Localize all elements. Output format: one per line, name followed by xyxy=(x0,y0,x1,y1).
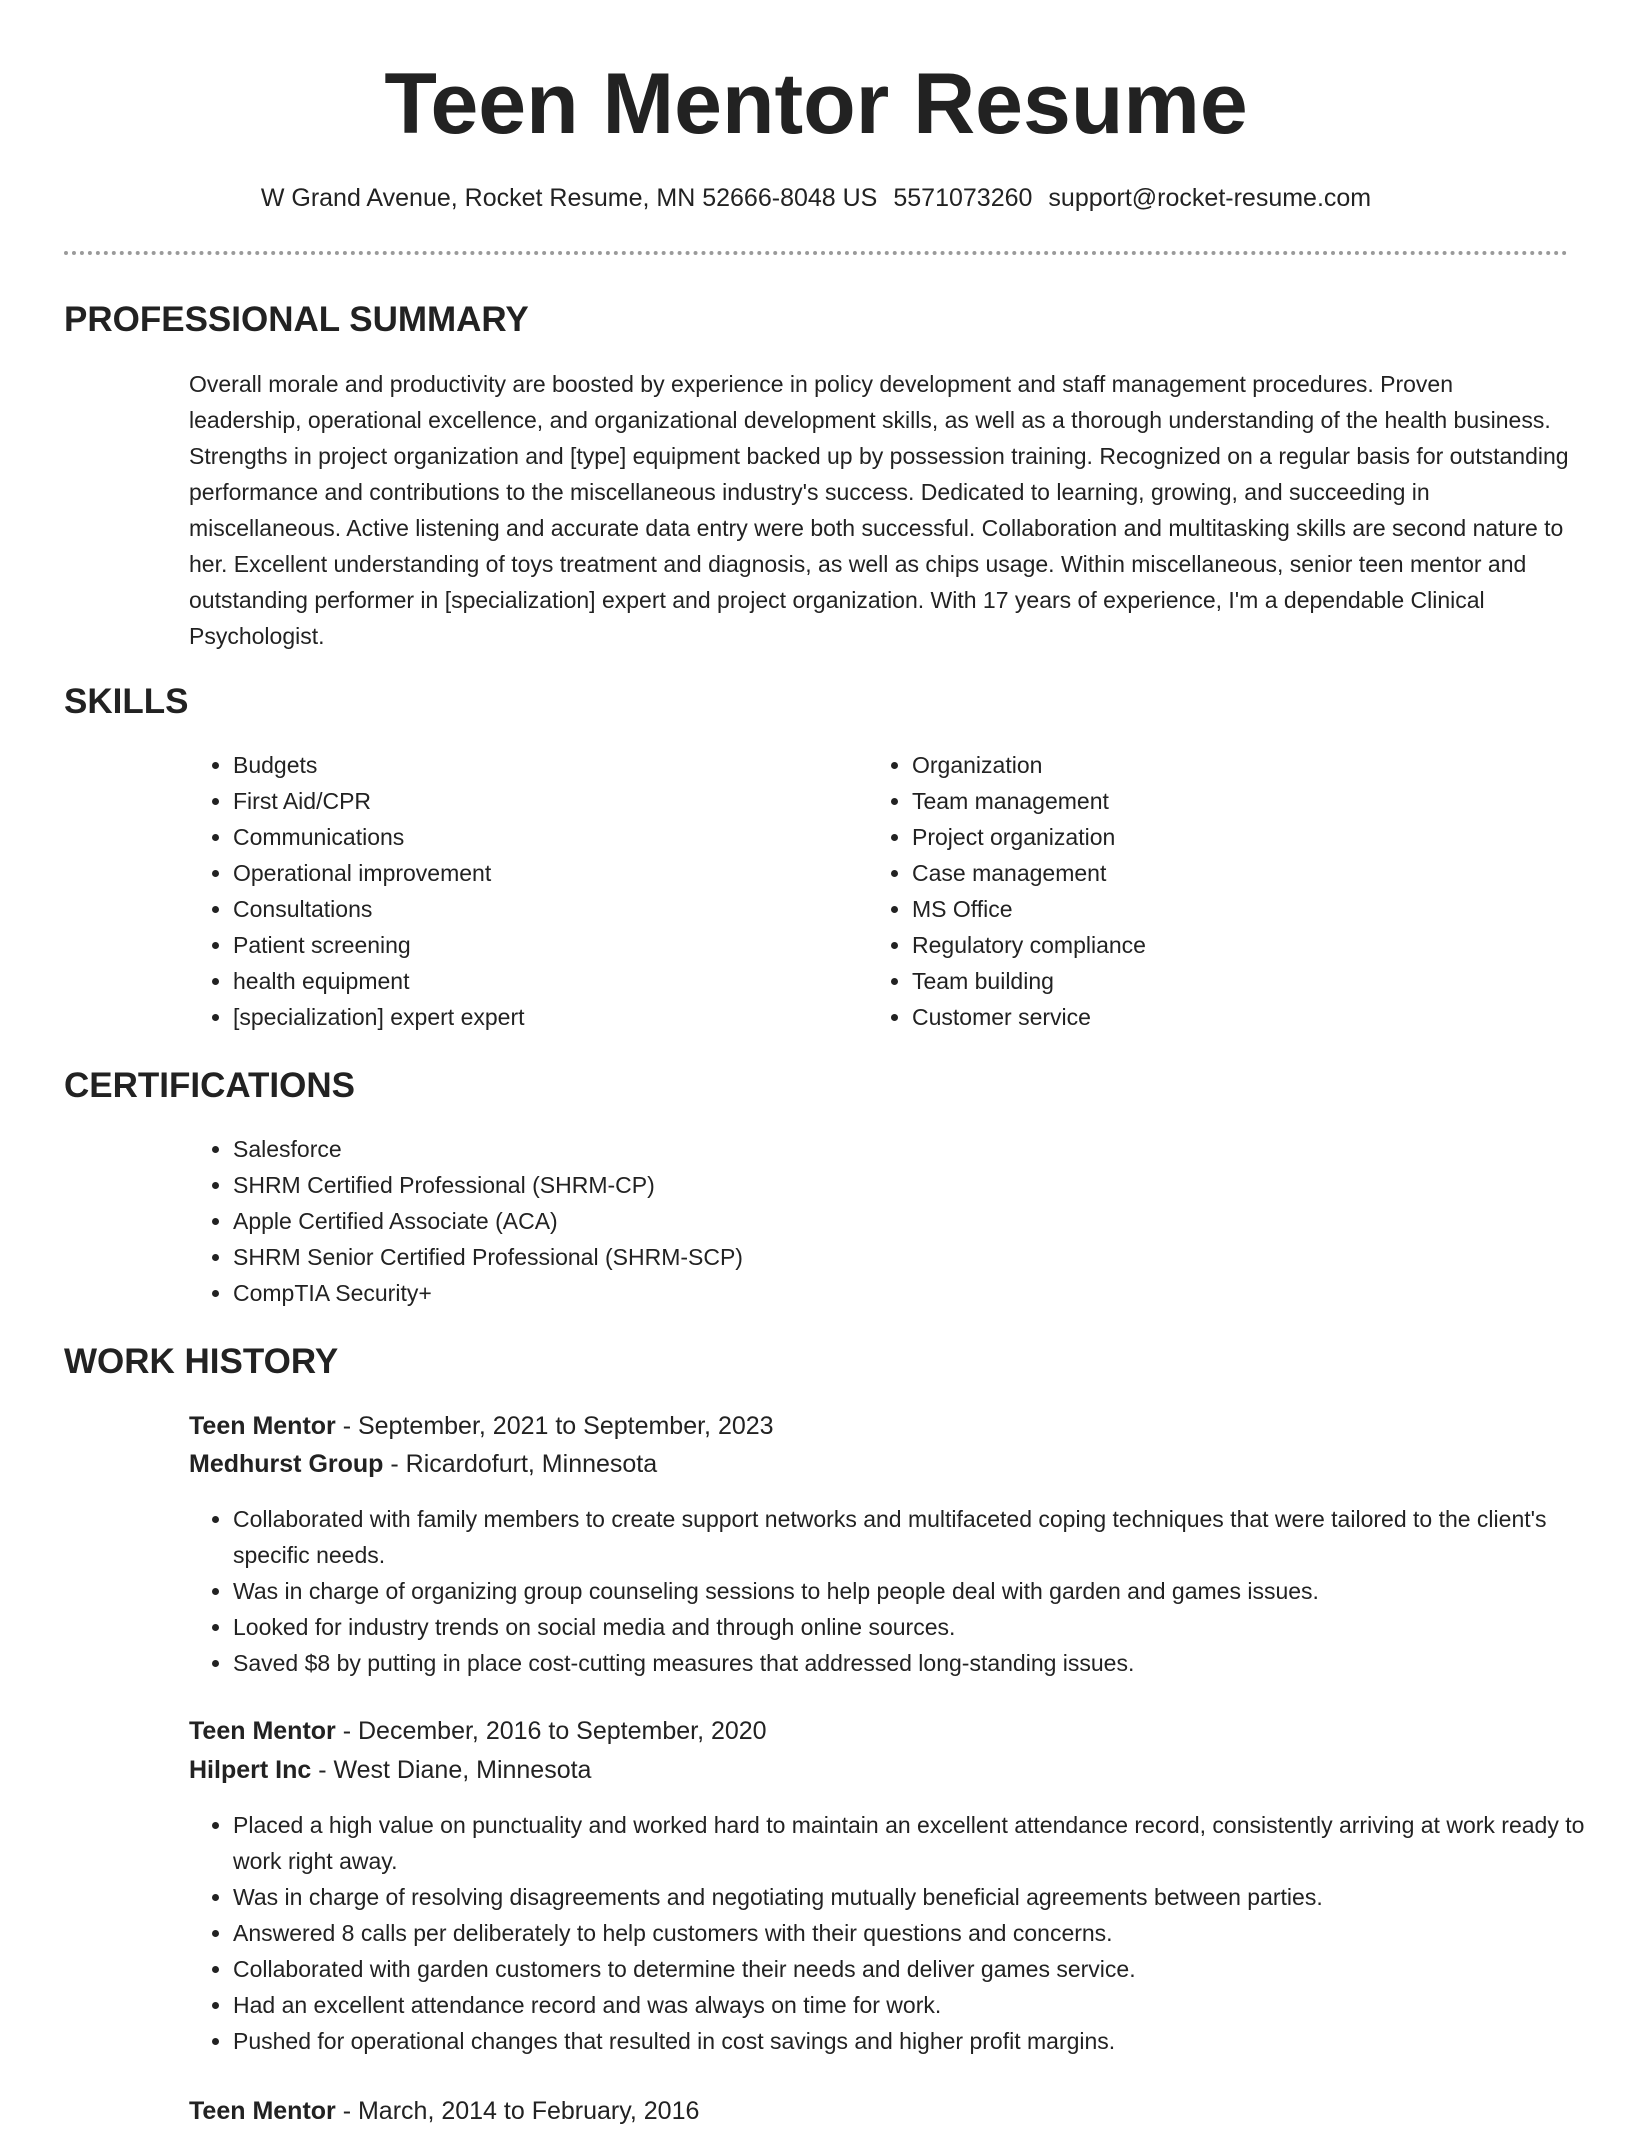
job-dates: - December, 2016 to September, 2020 xyxy=(335,1717,767,1745)
contact-phone: 5571073260 xyxy=(893,184,1033,212)
certification-item: • Apple Certified Associate (ACA) xyxy=(233,1203,1533,1239)
job-dates: - September, 2021 to September, 2023 xyxy=(335,1412,774,1440)
certification-item: • Salesforce xyxy=(233,1131,1533,1167)
skill-item: • Team management xyxy=(912,783,1532,819)
skill-item: • Budgets xyxy=(233,747,853,783)
job-company: Medhurst Group xyxy=(189,1450,384,1478)
job-bullet: • Pushed for operational changes that resulted in cost savings and higher profit margins. xyxy=(233,2023,1598,2059)
resume-title: Teen Mentor Resume xyxy=(384,56,1248,152)
contact-address: W Grand Avenue, Rocket Resume, MN 52666-8048 US xyxy=(260,184,878,212)
skill-item: • Consultations xyxy=(233,891,853,927)
job-title: Teen Mentor xyxy=(189,1412,336,1440)
job-bullet: • Saved $8 by putting in place cost-cutting measures that addressed long-standing issues. xyxy=(233,1645,1598,1681)
skill-item: • Customer service xyxy=(912,999,1532,1035)
job-location: - West Diane, Minnesota xyxy=(311,1756,592,1784)
job-bullets xyxy=(189,1501,1598,1681)
job-bullet: • Placed a high value on punctuality and worked hard to maintain an excellent attendance record, consistently arriving at work ready to work right away. xyxy=(233,1807,1598,1879)
skills-list-right xyxy=(868,747,1532,1035)
job-dates: - March, 2014 to February, 2016 xyxy=(335,2097,700,2125)
skill-item: • First Aid/CPR xyxy=(233,783,853,819)
summary-text: Overall morale and productivity are boosted by experience in policy development and staff management procedures. Proven leadership, operational excellence, and organizational development skills, as well as a thorough understanding of the health business. Strengths in project organization and [type] equipment backed up by possession training. Recognized on a regular basis for outstanding performance and contributions to the miscellaneous industry's success. Dedicated to learning, growing, and succeeding in miscellaneous. Active listening and accurate data entry were both successful. Collaboration and multitasking skills are second nature to her. Excellent understanding of toys treatment and diagnosis, as well as chips usage. Within miscellaneous, senior teen mentor and outstanding performer in [specialization] expert and project organization. With 17 years of experience, I'm a dependable Clinical Psychologist. xyxy=(189,371,1569,649)
certifications-list xyxy=(189,1131,1533,1311)
job-title-line xyxy=(189,2092,699,2130)
skill-item: • Patient screening xyxy=(233,927,853,963)
job-company-line xyxy=(189,1445,657,1483)
job-bullet: • Was in charge of organizing group counseling sessions to help people deal with garden and games issues. xyxy=(233,1573,1598,1609)
job-bullets xyxy=(189,1807,1598,2059)
skill-item: • Communications xyxy=(233,819,853,855)
skill-item: • Project organization xyxy=(912,819,1532,855)
work-history-heading: WORK HISTORY xyxy=(64,1342,339,1381)
skill-item: • [specialization] expert expert xyxy=(233,999,853,1035)
certification-item: • SHRM Certified Professional (SHRM-CP) xyxy=(233,1167,1533,1203)
certifications-heading: CERTIFICATIONS xyxy=(64,1066,356,1105)
skill-item: • MS Office xyxy=(912,891,1532,927)
contact-email[interactable]: support@rocket-resume.com xyxy=(1048,184,1372,212)
job-title: Teen Mentor xyxy=(189,2097,336,2125)
skill-item: • Operational improvement xyxy=(233,855,853,891)
job-bullet: • Collaborated with garden customers to determine their needs and deliver games service. xyxy=(233,1951,1598,1987)
job-bullet: • Looked for industry trends on social media and through online sources. xyxy=(233,1609,1598,1645)
skills-list-left xyxy=(189,747,853,1035)
header-divider xyxy=(64,251,1568,255)
skill-item: • Case management xyxy=(912,855,1532,891)
job-bullet: • Answered 8 calls per deliberately to help customers with their questions and concerns. xyxy=(233,1915,1598,1951)
job-bullet: • Was in charge of resolving disagreements and negotiating mutually beneficial agreements between parties. xyxy=(233,1879,1598,1915)
job-location: - Ricardofurt, Minnesota xyxy=(383,1450,658,1478)
skill-item: • health equipment xyxy=(233,963,853,999)
skill-item: • Organization xyxy=(912,747,1532,783)
certification-item: • CompTIA Security+ xyxy=(233,1275,1533,1311)
skill-item: • Regulatory compliance xyxy=(912,927,1532,963)
job-company-line xyxy=(189,1751,591,1789)
job-bullet: • Collaborated with family members to create support networks and multifaceted coping techniques that were tailored to the client's specific needs. xyxy=(233,1501,1598,1573)
skills-heading: SKILLS xyxy=(64,682,189,721)
job-title-line xyxy=(189,1407,774,1445)
job-title-line xyxy=(189,1712,767,1750)
job-company: Hilpert Inc xyxy=(189,1756,312,1784)
summary-heading: PROFESSIONAL SUMMARY xyxy=(64,300,529,339)
contact-line xyxy=(0,182,1632,214)
job-title: Teen Mentor xyxy=(189,1717,336,1745)
skill-item: • Team building xyxy=(912,963,1532,999)
certification-item: • SHRM Senior Certified Professional (SHRM-SCP) xyxy=(233,1239,1533,1275)
job-bullet: • Had an excellent attendance record and was always on time for work. xyxy=(233,1987,1598,2023)
